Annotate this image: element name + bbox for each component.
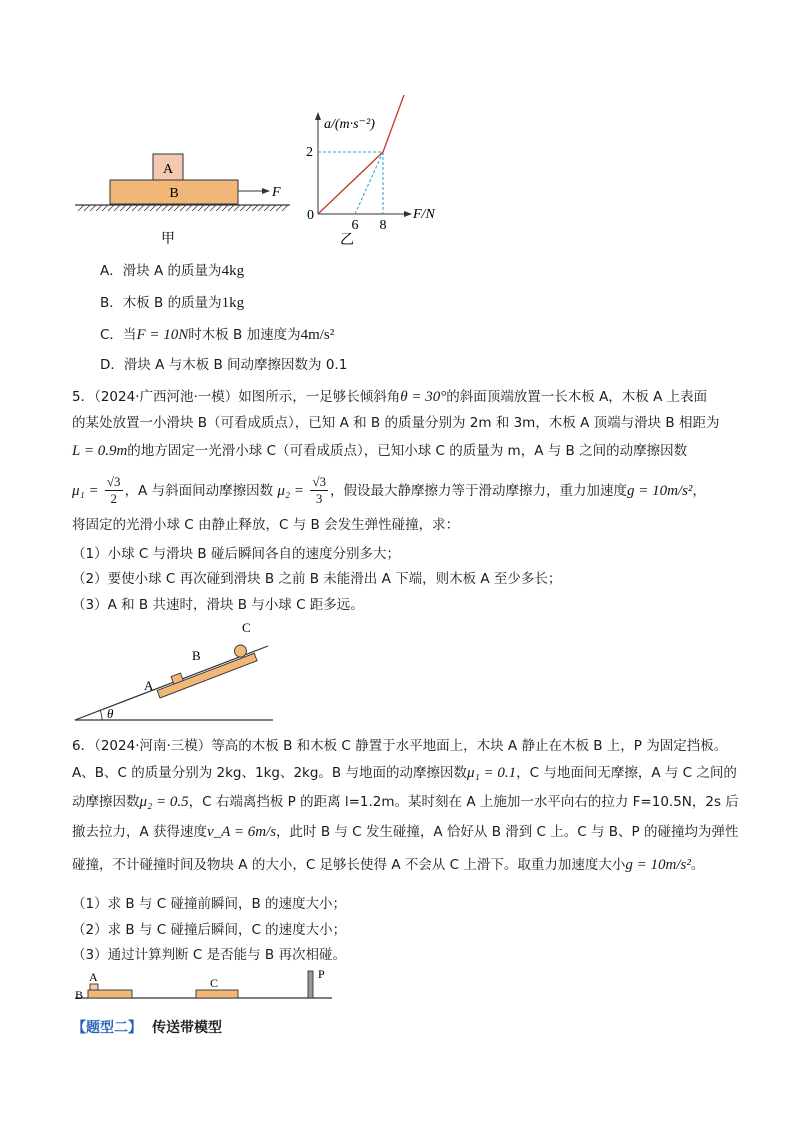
x-tick-6: 6 [351, 218, 359, 233]
q5-sub-3: （3）A 和 B 共速时，滑块 B 与小球 C 距多远。 [72, 597, 364, 613]
q5-label-a: A [144, 678, 154, 693]
q5-board-a [157, 653, 257, 698]
ground-hatch [78, 205, 288, 211]
q5-sub-1: （1）小球 C 与滑块 B 碰后瞬间各自的速度分别多大； [72, 546, 400, 562]
hatch-mark [108, 205, 114, 211]
hatch-mark [90, 205, 96, 211]
hatch-mark [228, 205, 234, 211]
hatch-mark [282, 205, 288, 211]
force-label: F [272, 185, 281, 200]
hatch-mark [132, 205, 138, 211]
hatch-mark [150, 205, 156, 211]
mu2-fraction: $\frac{√3}{3}$ [312, 474, 326, 506]
hatch-mark [234, 205, 240, 211]
q6-line-5: 碰撞，不计碰撞时间及物块 A 的大小，C 足够长使得 A 不会从 C 上滑下。取重力加速度大小g = 10m/s²。 [72, 857, 705, 873]
hatch-mark [210, 205, 216, 211]
q5-line-4: μ₁ = $\frac{√3}{2}$ ，A 与斜面间动摩擦因数 μ₂ = $\frac{√3}{3}$ ，假设最大静摩擦力等于滑动摩擦力，重力加速度g = 10m/s²， [72, 474, 706, 506]
q6-sub-1: （1）求 B 与 C 碰撞前瞬间，B 的速度大小； [72, 896, 346, 912]
hatch-mark [168, 205, 174, 211]
hatch-mark [78, 205, 84, 211]
q5-label-b: B [192, 648, 201, 663]
q6-block-a [90, 984, 98, 990]
mu1-fraction: $\frac{√3}{2}$ [106, 474, 121, 506]
option-c-formula: F = 10N [136, 327, 189, 343]
q5-line-2: 的某处放置一小滑块 B（可看成质点），已知 A 和 B 的质量分别为 2m 和 3m，木板 A 顶端与滑块 B 相距为 [72, 415, 720, 431]
q6-line-2: A、B、C 的质量分别为 2kg、1kg、2kg。B 与地面的动摩擦因数μ₁ = 0.1，C 与地面间无摩擦，A 与 C 之间的 [72, 765, 737, 781]
q6-label-b: B [75, 988, 84, 1002]
graph-segment-1 [318, 152, 383, 214]
q6-line-1: 6．（2024·河南·三模）等高的木板 B 和木板 C 静置于水平地面上，木块 A 静止在木板 B 上，P 为固定挡板。 [72, 738, 728, 754]
hatch-mark [156, 205, 162, 211]
theta-arc [100, 710, 102, 720]
q6-label-a: A [89, 970, 98, 984]
q6-boards-figure [70, 966, 340, 1008]
hatch-mark [240, 205, 246, 211]
option-c: C．当F = 10N时木板 B 加速度为4m/s² [100, 327, 335, 343]
section-heading [72, 1017, 222, 1037]
hatch-mark [216, 205, 222, 211]
q6-label-c: C [210, 976, 219, 990]
q5-line-1: 5．（2024·广西河池·一模）如图所示，一足够长倾斜角θ = 30°的斜面顶端放置一长木板 A，木板 A 上表面 [72, 389, 708, 405]
q6-line-3: 动摩擦因数μ₂ = 0.5，C 右端离挡板 P 的距离 l=1.2m。某时刻在 A 上施加一水平向右的拉力 F=10.5N，2s 后 [72, 794, 739, 810]
hatch-mark [264, 205, 270, 211]
q6-line-4: 撤去拉力，A 获得速度v_A = 6m/s，此时 B 与 C 发生碰撞，A 恰好从 B 滑到 C 上。C 与 B、P 的碰撞均为弹性 [72, 824, 739, 840]
graph-segment-2 [383, 95, 404, 152]
hatch-mark [162, 205, 168, 211]
caption-yi: 乙 [340, 233, 354, 248]
section-title: 传送带模型 [152, 1020, 222, 1036]
block-a-label: A [162, 162, 174, 177]
hatch-mark [120, 205, 126, 211]
figure-yi-graph [298, 92, 448, 252]
q6-sub-3: （3）通过计算判断 C 是否能与 B 再次相碰。 [72, 947, 346, 963]
board-b-label: B [169, 186, 179, 201]
force-arrowhead-icon [262, 188, 270, 194]
x-axis-label: F/N [413, 207, 435, 222]
hatch-mark [174, 205, 180, 211]
q5-line-5: 将固定的光滑小球 C 由静止释放，C 与 B 会发生弹性碰撞，求： [72, 517, 460, 533]
hatch-mark [270, 205, 276, 211]
q5-label-c: C [242, 620, 251, 635]
option-d: D．滑块 A 与木板 B 间动摩擦因数为 0.1 [100, 357, 348, 373]
hatch-mark [276, 205, 282, 211]
q5-incline-figure [70, 618, 280, 726]
x-tick-8: 8 [379, 218, 387, 233]
hatch-mark [198, 205, 204, 211]
y-axis-label: a/(m·s⁻²) [324, 117, 375, 132]
section-tag: 【题型二】 [72, 1020, 142, 1036]
mu1-label: μ₁ = [72, 483, 99, 499]
q6-board-b [88, 990, 132, 998]
option-b: B．木板 B 的质量为1kg [100, 295, 245, 311]
q6-sub-2: （2）求 B 与 C 碰撞后瞬间，C 的速度大小； [72, 922, 347, 938]
option-a: A．滑块 A 的质量为4kg [100, 263, 245, 279]
hatch-mark [222, 205, 228, 211]
option-b-value: 1kg [221, 295, 245, 311]
mu2-label: μ₂ = [277, 483, 305, 499]
origin-label: 0 [307, 208, 314, 223]
hatch-mark [252, 205, 258, 211]
hatch-mark [102, 205, 108, 211]
hatch-mark [138, 205, 144, 211]
q6-barrier-p [308, 971, 313, 998]
hatch-mark [96, 205, 102, 211]
q6-label-p: P [318, 967, 325, 981]
hatch-mark [258, 205, 264, 211]
hatch-mark [192, 205, 198, 211]
q5-line-3: L = 0.9m的地方固定一光滑小球 C（可看成质点），已知小球 C 的质量为 m，A 与 B 之间的动摩擦因数 [72, 443, 688, 459]
hatch-mark [246, 205, 252, 211]
theta-label: θ [107, 706, 114, 721]
q5-sub-2: （2）要使小球 C 再次碰到滑块 B 之前 B 未能滑出 A 下端，则木板 A 至少多长； [72, 571, 562, 587]
x-axis-arrow-icon [404, 211, 412, 217]
hatch-mark [126, 205, 132, 211]
hatch-mark [114, 205, 120, 211]
y-axis-arrow-icon [315, 112, 321, 120]
hatch-mark [144, 205, 150, 211]
q6-board-c [196, 990, 238, 998]
caption-jia: 甲 [161, 232, 175, 247]
hatch-mark [180, 205, 186, 211]
hatch-mark [204, 205, 210, 211]
dash-extension [355, 152, 383, 214]
y-tick-2: 2 [306, 145, 313, 160]
figure-jia [70, 145, 295, 250]
hatch-mark [84, 205, 90, 211]
option-a-value: 4kg [221, 263, 245, 279]
hatch-mark [186, 205, 192, 211]
option-c-value: 4m/s² [300, 327, 335, 343]
